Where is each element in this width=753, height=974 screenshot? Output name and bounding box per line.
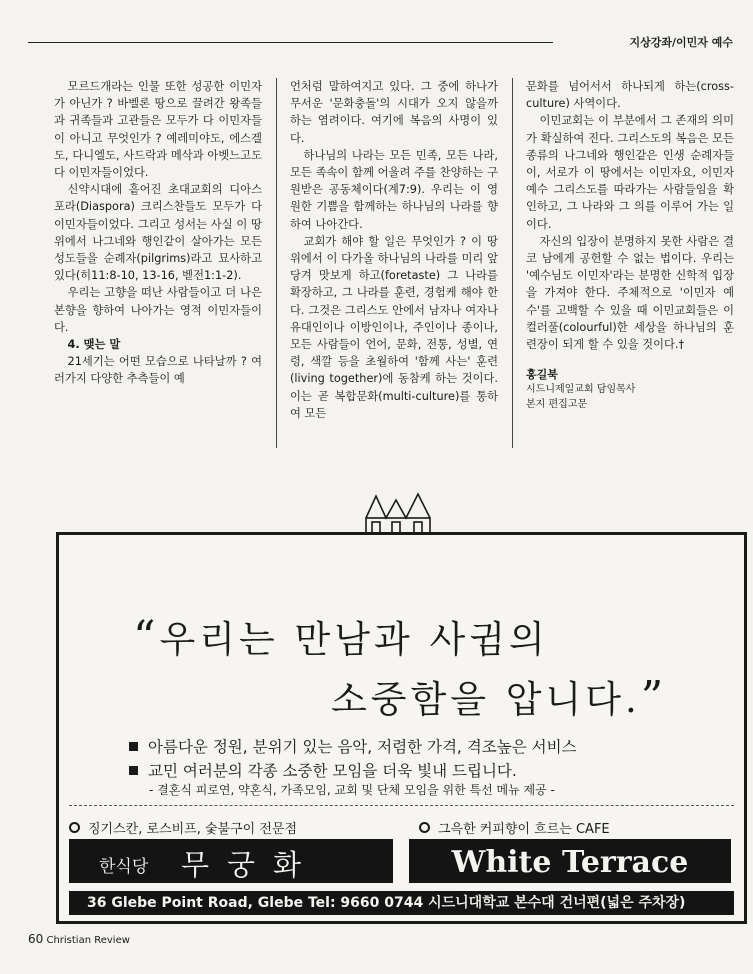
ad-dashed-divider xyxy=(69,805,734,806)
ad-menu-note: - 결혼식 피로연, 약혼식, 가족모임, 교회 및 단체 모임을 위한 특선 메뉴 제공 - xyxy=(149,783,555,797)
paragraph: 교회가 해야 할 일은 무엇인가 ? 이 땅 위에서 이 다가올 하나님의 나라를 미리 앞당겨 맛보게 하고(foretaste) 그 나라를 확장하고, 그 나라를 훈련, 경험케 해야 한다. 그것은 그리스도 안에서 남자나 여자나 유대인이나 이방인이나, 주인이나 종이나, 모든 사람들이 언어, 문화, 전통, 성별, 연령, 색깔 등을 초월하여 '함께 사는' 훈련(living together)에 동참케 하는 것이다. 이는 곧 복합문화(multi-culture)를 통하여 모든 xyxy=(290,234,498,420)
page-number: 60 xyxy=(28,932,44,946)
paragraph: 우리는 고향을 떠난 사람들이고 더 나은 본향을 향하여 나아가는 영적 이민자들이다. xyxy=(54,286,262,334)
close-quote: ” xyxy=(640,672,668,723)
cafe-banner xyxy=(409,839,731,883)
column-divider xyxy=(276,78,277,448)
article-column-2 xyxy=(290,78,498,422)
paragraph: 언처럼 말하여지고 있다. 그 중에 하나가 무서운 '문화충돌'의 시대가 오지 않을까 하는 염려이다. 여기에 복음의 사명이 있다. xyxy=(290,80,498,145)
circle-bullet-icon xyxy=(419,822,430,833)
author-name: 홍길북 xyxy=(526,368,558,382)
author-role: 본지 편집고문 xyxy=(526,399,588,411)
ad-address-bar: 36 Glebe Point Road, Glebe Tel: 9660 0744 시드니대학교 본수대 건너편(넓은 주차장) xyxy=(69,891,734,915)
paragraph: 모르드개라는 인물 또한 성공한 이민자가 아닌가 ? 바벨론 땅으로 끌려간 왕족들과 귀족들과 고관들은 모두가 다 이민자들이 아니고 무엇인가 ? 예레미야도, 에스겔도, 다니엘도, 사드락과 메삭과 아벳느고도 다 이민자들이었다. xyxy=(54,80,262,180)
cafe-label: 그윽한 커피향이 흐르는 CAFE xyxy=(419,818,610,837)
page-footer xyxy=(28,932,130,946)
ad-bullet: 아름다운 정원, 분위기 있는 음악, 저렴한 가격, 격조높은 서비스 xyxy=(129,735,577,759)
restaurant-name: 무궁화 xyxy=(181,848,320,882)
ad-slogan-line-1: “우리는 만남과 사귐의 xyxy=(133,612,549,663)
column-divider xyxy=(512,78,513,448)
section-tag: 지상강좌/이민자 예수 xyxy=(624,34,733,50)
ad-slogan-line-2: 소중함을 압니다.” xyxy=(331,672,668,723)
paragraph: 자신의 입장이 분명하지 못한 사람은 결코 남에게 공헌할 수 없는 법이다. 우리는 '예수님도 이민자'라는 분명한 신학적 입장을 가져야 한다. 주체적으로 '이민자 예수'를 고백할 수 있을 때 이민교회들은 이 컬러풀(colourful)한 세상을 하나님의 훈련장이 되게 할 수 있을 것이다.† xyxy=(526,234,734,352)
article-body xyxy=(54,78,734,458)
square-bullet-icon xyxy=(129,766,138,775)
open-quote: “ xyxy=(133,612,160,663)
article-column-3 xyxy=(526,78,734,412)
article-column-1 xyxy=(54,78,262,388)
paragraph: 하나님의 나라는 모든 민족, 모든 나라, 모든 족속이 함께 어울려 주를 찬양하는 구원받은 공동체이다(계7:9). 우리는 이 영원한 기쁨을 함께하는 하나님의 나라를 향하여 나아간다. xyxy=(290,148,498,231)
page-header xyxy=(28,34,733,50)
author-byline xyxy=(526,367,734,412)
header-rule xyxy=(28,42,553,43)
circle-bullet-icon xyxy=(69,822,80,833)
square-bullet-icon xyxy=(129,742,138,751)
ad-bullet: 교민 여러분의 각종 소중한 모임을 더욱 빛내 드립니다. xyxy=(129,759,577,783)
restaurant-type: 한식당 xyxy=(99,857,149,877)
paragraph: 문화를 넘어서서 하나되게 하는(cross-culture) 사역이다. xyxy=(526,80,734,111)
cafe-name: White Terrace xyxy=(451,845,689,880)
paragraph: 신약시대에 흩어진 초대교회의 디아스포라(Diaspora) 크리스찬들도 모두가 다 이민자들이었다. 그리고 성서는 사실 이 땅위에서 나그네와 행인같이 살아가는 모든 성도들을 순례자(pilgrims)라고 묘사하고 있다(히11:8-10, 13-16, 벧전1:1-2). xyxy=(54,183,262,283)
section-heading: 4. 맺는 말 xyxy=(67,338,121,352)
paragraph: 이민교회는 이 부분에서 그 존재의 의미가 확실하여 진다. 그리스도의 복음은 모든 종류의 나그네와 행인같은 인생 순례자들이, 서로가 이 땅에서는 이민자요, 이민자 예수 그리스도를 따라가는 사람들임을 확인하고, 그 나라와 그 의를 이루어 가는 일이다. xyxy=(526,114,734,231)
ad-bullet-list xyxy=(129,735,577,783)
restaurant-advertisement xyxy=(56,532,747,924)
magazine-name: Christian Review xyxy=(46,935,130,946)
korean-restaurant-banner xyxy=(69,839,393,883)
korean-restaurant-label: 징기스칸, 로스비프, 숯불구이 전문점 xyxy=(69,818,297,837)
author-title: 시드니제일교회 담임목사 xyxy=(526,384,636,396)
paragraph: 21세기는 어떤 모습으로 나타날까 ? 여러가지 다양한 추측들이 예 xyxy=(54,355,262,386)
